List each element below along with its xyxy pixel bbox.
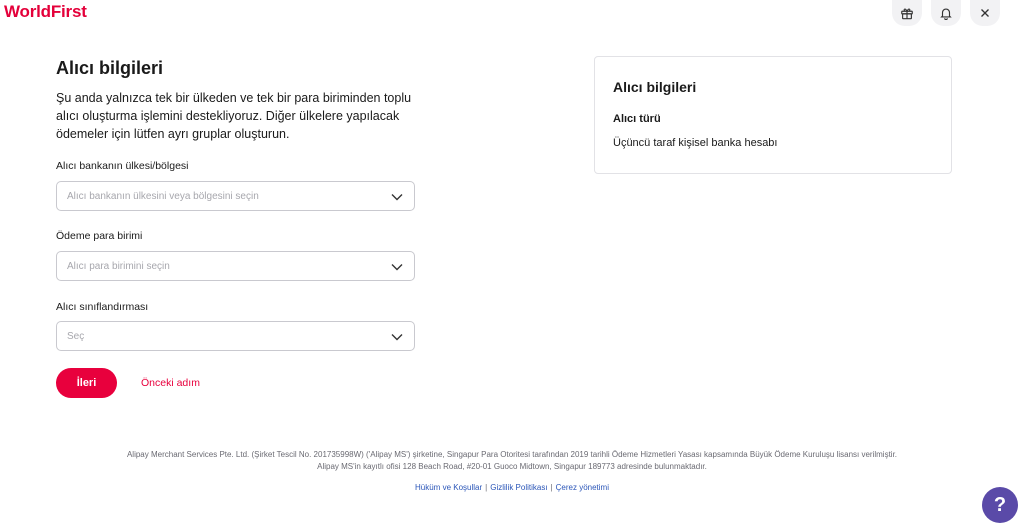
currency-select[interactable] <box>56 251 415 281</box>
notifications-button[interactable] <box>931 0 961 26</box>
gift-icon <box>900 6 914 20</box>
page-title: Alıcı bilgileri <box>56 58 164 78</box>
classification-select[interactable] <box>56 321 415 351</box>
currency-placeholder: Alıcı para birimini seçin <box>67 260 170 272</box>
recipient-type-label: Alıcı türü <box>613 113 661 125</box>
link-separator: | <box>550 483 553 492</box>
bell-icon <box>939 6 953 20</box>
recipient-form-intro <box>56 58 416 143</box>
classification-placeholder: Seç <box>67 330 85 342</box>
chevron-down-icon <box>390 190 404 204</box>
bank-country-select[interactable] <box>56 181 415 211</box>
intro-text: Şu anda yalnızca tek bir ülkeden ve tek bir para biriminden toplu alıcı oluşturma işlemini destekliyoruz. Diğer ülkelere yapılacak ödemeler için lütfen ayrı gruplar oluşturun. <box>56 91 412 141</box>
help-button[interactable]: ? <box>982 487 1018 523</box>
close-button[interactable] <box>970 0 1000 26</box>
link-separator: | <box>485 483 488 492</box>
previous-step-link[interactable]: Önceki adım <box>141 377 200 389</box>
worldfirst-logo[interactable]: WorldFirst <box>4 2 87 21</box>
chevron-down-icon <box>390 330 404 344</box>
next-button[interactable]: İleri <box>56 368 117 398</box>
legal-line-2: Alipay MS'in kayıtlı ofisi 128 Beach Road, #20-01 Guoco Midtown, Singapur 189773 adresinde bulunmaktadır. <box>317 462 707 471</box>
legal-line-1: Alipay Merchant Services Pte. Ltd. (Şirket Tescil No. 201735998W) ('Alipay MS') şirketine, Singapur Para Otoritesi tarafından 2019 tarihli Ödeme Hizmetleri Yasası kapsamında Büyük Ödeme Kuruluşu lisansı verilmiştir. <box>126 450 898 459</box>
close-icon <box>978 6 992 20</box>
summary-title: Alıcı bilgileri <box>613 79 697 95</box>
recipient-type-value: Üçüncü taraf kişisel banka hesabı <box>613 137 778 149</box>
recipient-summary-card <box>594 56 952 174</box>
cookie-link[interactable]: Çerez yönetimi <box>555 483 609 492</box>
bank-country-placeholder: Alıcı bankanın ülkesini veya bölgesini seçin <box>67 190 259 202</box>
classification-label: Alıcı sınıflandırması <box>56 301 149 313</box>
bank-country-label: Alıcı bankanın ülkesi/bölgesi <box>56 160 189 172</box>
gift-button[interactable] <box>892 0 922 26</box>
footer-links <box>0 483 1024 492</box>
chevron-down-icon <box>390 260 404 274</box>
terms-link[interactable]: Hüküm ve Koşullar <box>415 483 483 492</box>
legal-footer <box>0 449 1024 473</box>
currency-label: Ödeme para birimi <box>56 230 143 242</box>
privacy-link[interactable]: Gizlilik Politikası <box>490 483 548 492</box>
